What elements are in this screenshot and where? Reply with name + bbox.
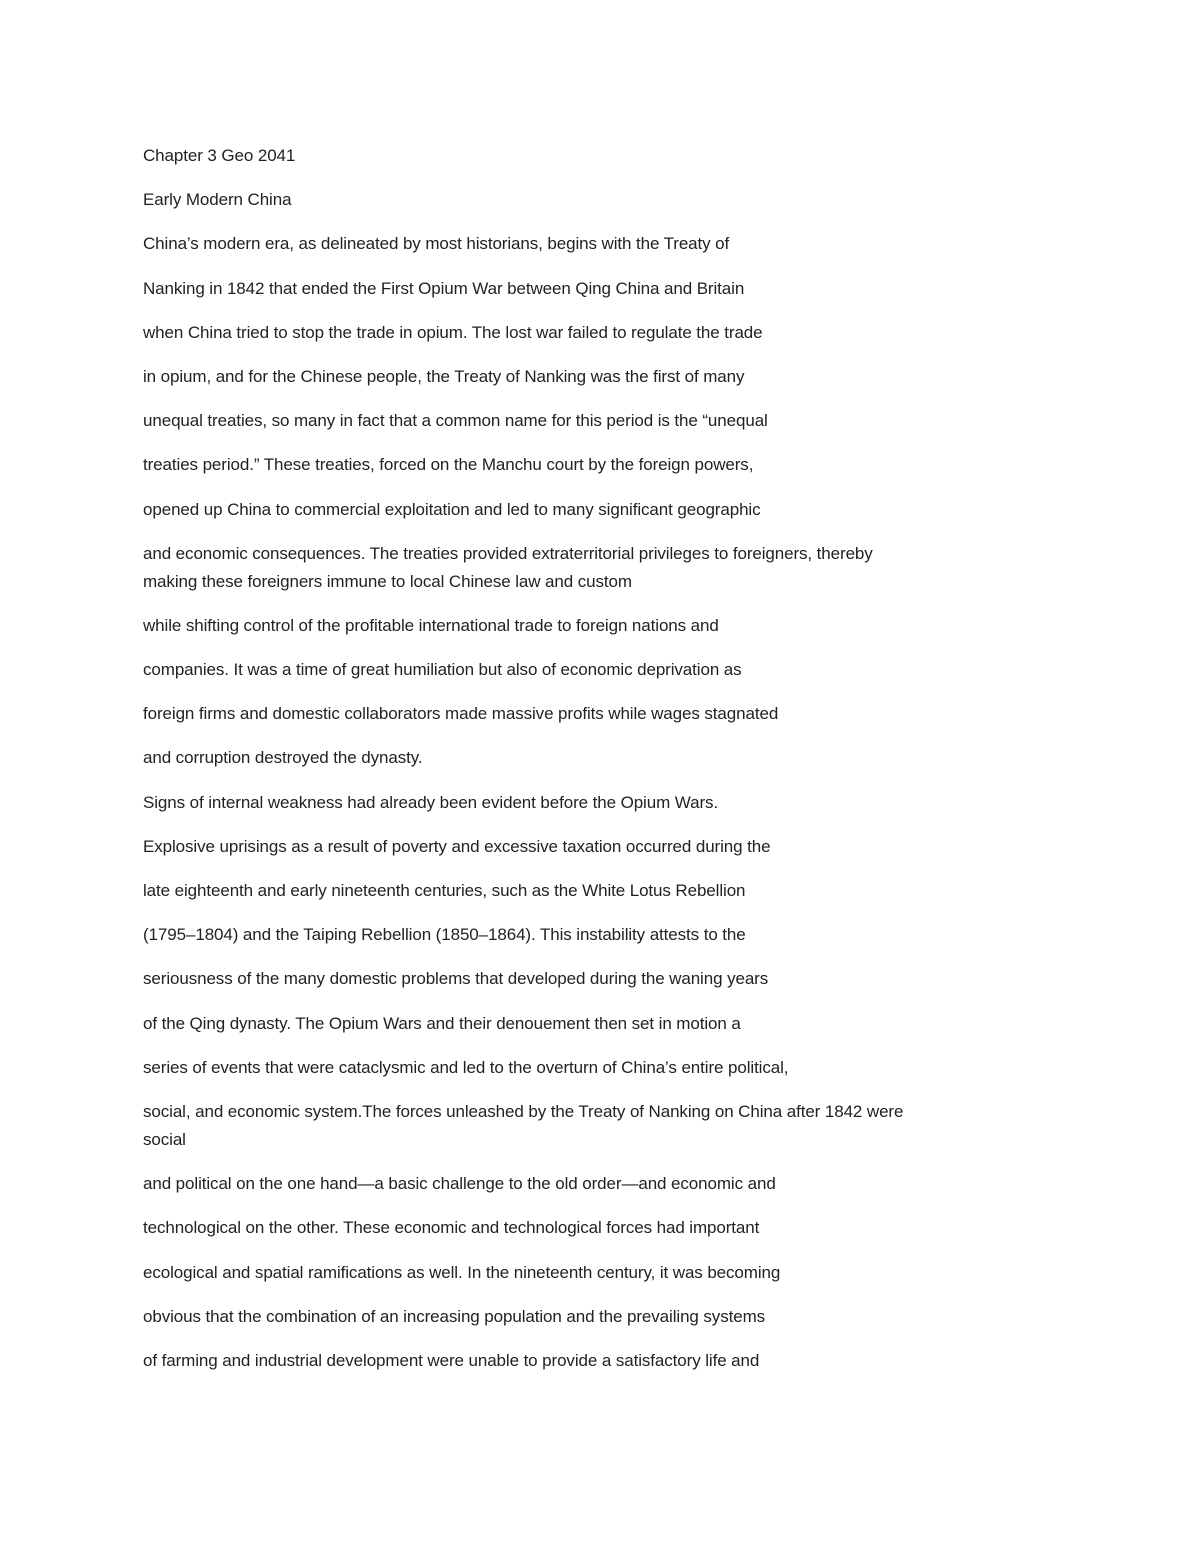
text-line: late eighteenth and early nineteenth centuries, such as the White Lotus Rebellion bbox=[143, 881, 746, 900]
text-line: and economic consequences. The treaties provided extraterritorial privileges to foreigners, thereby bbox=[143, 543, 873, 563]
text-line: ecological and spatial ramifications as well. In the nineteenth century, it was becoming bbox=[143, 1262, 781, 1282]
text-line: and political on the one hand—a basic challenge to the old order—and economic and bbox=[143, 1174, 776, 1194]
text-line: when China tried to stop the trade in opium. The lost war failed to regulate the trade bbox=[143, 322, 763, 342]
document-body bbox=[143, 144, 1043, 1393]
text-line: in opium, and for the Chinese people, the Treaty of Nanking was the first of many bbox=[143, 366, 745, 386]
text-line: Nanking in 1842 that ended the First Opium War between Qing China and Britain bbox=[143, 278, 745, 298]
text-line: treaties period.” These treaties, forced on the Manchu court by the foreign powers, bbox=[143, 455, 754, 475]
text-line: making these foreigners immune to local Chinese law and custom bbox=[143, 571, 632, 591]
text-line: while shifting control of the profitable international trade to foreign nations and bbox=[143, 615, 719, 635]
document-title: Chapter 3 Geo 2041 bbox=[143, 146, 296, 165]
text-line: opened up China to commercial exploitation and led to many significant geographic bbox=[143, 499, 761, 519]
text-line: seriousness of the many domestic problems that developed during the waning years bbox=[143, 969, 769, 989]
text-line: series of events that were cataclysmic and led to the overturn of China’s entire political, bbox=[143, 1057, 789, 1077]
text-line: Signs of internal weakness had already been evident before the Opium Wars. bbox=[143, 792, 719, 812]
text-line: Explosive uprisings as a result of poverty and excessive taxation occurred during the bbox=[143, 836, 771, 856]
text-line: social bbox=[143, 1129, 186, 1149]
text-line: social, and economic system.The forces unleashed by the Treaty of Nanking on China after 1842 were bbox=[143, 1101, 904, 1121]
text-line: of the Qing dynasty. The Opium Wars and their denouement then set in motion a bbox=[143, 1013, 741, 1033]
text-line: (1795–1804) and the Taiping Rebellion (1850–1864). This instability attests to the bbox=[143, 925, 746, 945]
text-line: unequal treaties, so many in fact that a common name for this period is the “unequal bbox=[143, 411, 768, 431]
text-line: companies. It was a time of great humiliation but also of economic deprivation as bbox=[143, 660, 742, 680]
section-heading: Early Modern China bbox=[143, 190, 292, 210]
text-line: foreign firms and domestic collaborators made massive profits while wages stagnated bbox=[143, 704, 779, 724]
text-line: and corruption destroyed the dynasty. bbox=[143, 748, 423, 768]
text-line: China’s modern era, as delineated by most historians, begins with the Treaty of bbox=[143, 234, 730, 254]
text-line: of farming and industrial development were unable to provide a satisfactory life and bbox=[143, 1350, 760, 1370]
text-line: obvious that the combination of an increasing population and the prevailing systems bbox=[143, 1306, 766, 1326]
text-line: technological on the other. These economic and technological forces had important bbox=[143, 1218, 760, 1238]
